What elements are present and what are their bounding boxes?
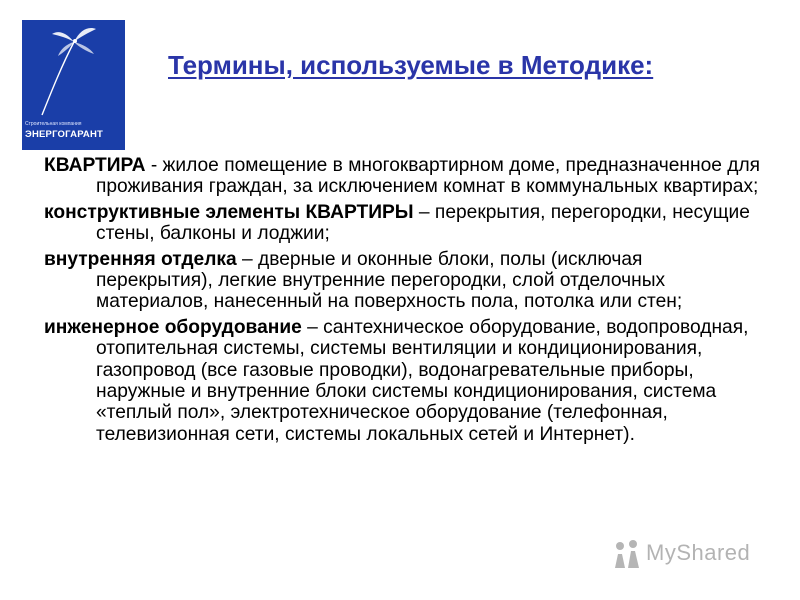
- term-definition: – дверные и оконные блоки, полы (исключая перекрытия), легкие внутренние перегородки, слой отделочных материалов, нанесенный на поверхность пола, потолка или стен;: [96, 248, 683, 313]
- watermark-text: MyShared: [646, 540, 751, 565]
- term-item: [44, 317, 764, 445]
- term-name: инженерное оборудование: [44, 316, 302, 338]
- term-definition: – сантехническое оборудование, водопроводная, отопительная системы, системы вентиляции и кондиционирования, газопровод (все газовые проводки), водонагревательные приборы, наружные и внутренние блоки системы кондиционирования, система «теплый пол», электротехническое оборудование (телефонная, телевизионная сети, системы локальных сетей и Интернет).: [96, 316, 749, 445]
- company-logo: [22, 20, 125, 150]
- term-definition: – перекрытия, перегородки, несущие стены, балконы и лоджии;: [96, 201, 750, 245]
- term-definition: - жилое помещение в многоквартирном доме, предназначенное для проживания граждан, за исключением комнат в коммунальных квартирах;: [96, 155, 761, 198]
- term-name: внутренняя отделка: [44, 248, 237, 270]
- term-item: [44, 202, 764, 245]
- terms-list: [44, 155, 764, 449]
- people-icon: [612, 538, 642, 572]
- logo-tagline: Строительная компания: [25, 121, 82, 127]
- logo-name: ЭНЕРГОГАРАНТ: [25, 129, 104, 140]
- term-item: [44, 249, 764, 313]
- page-title: Термины, используемые в Методике:: [168, 50, 654, 80]
- term-name: КВАРТИРА: [44, 155, 146, 176]
- term-name: конструктивные элементы КВАРТИРЫ: [44, 201, 414, 223]
- watermark: [612, 538, 772, 572]
- term-item: [44, 155, 764, 198]
